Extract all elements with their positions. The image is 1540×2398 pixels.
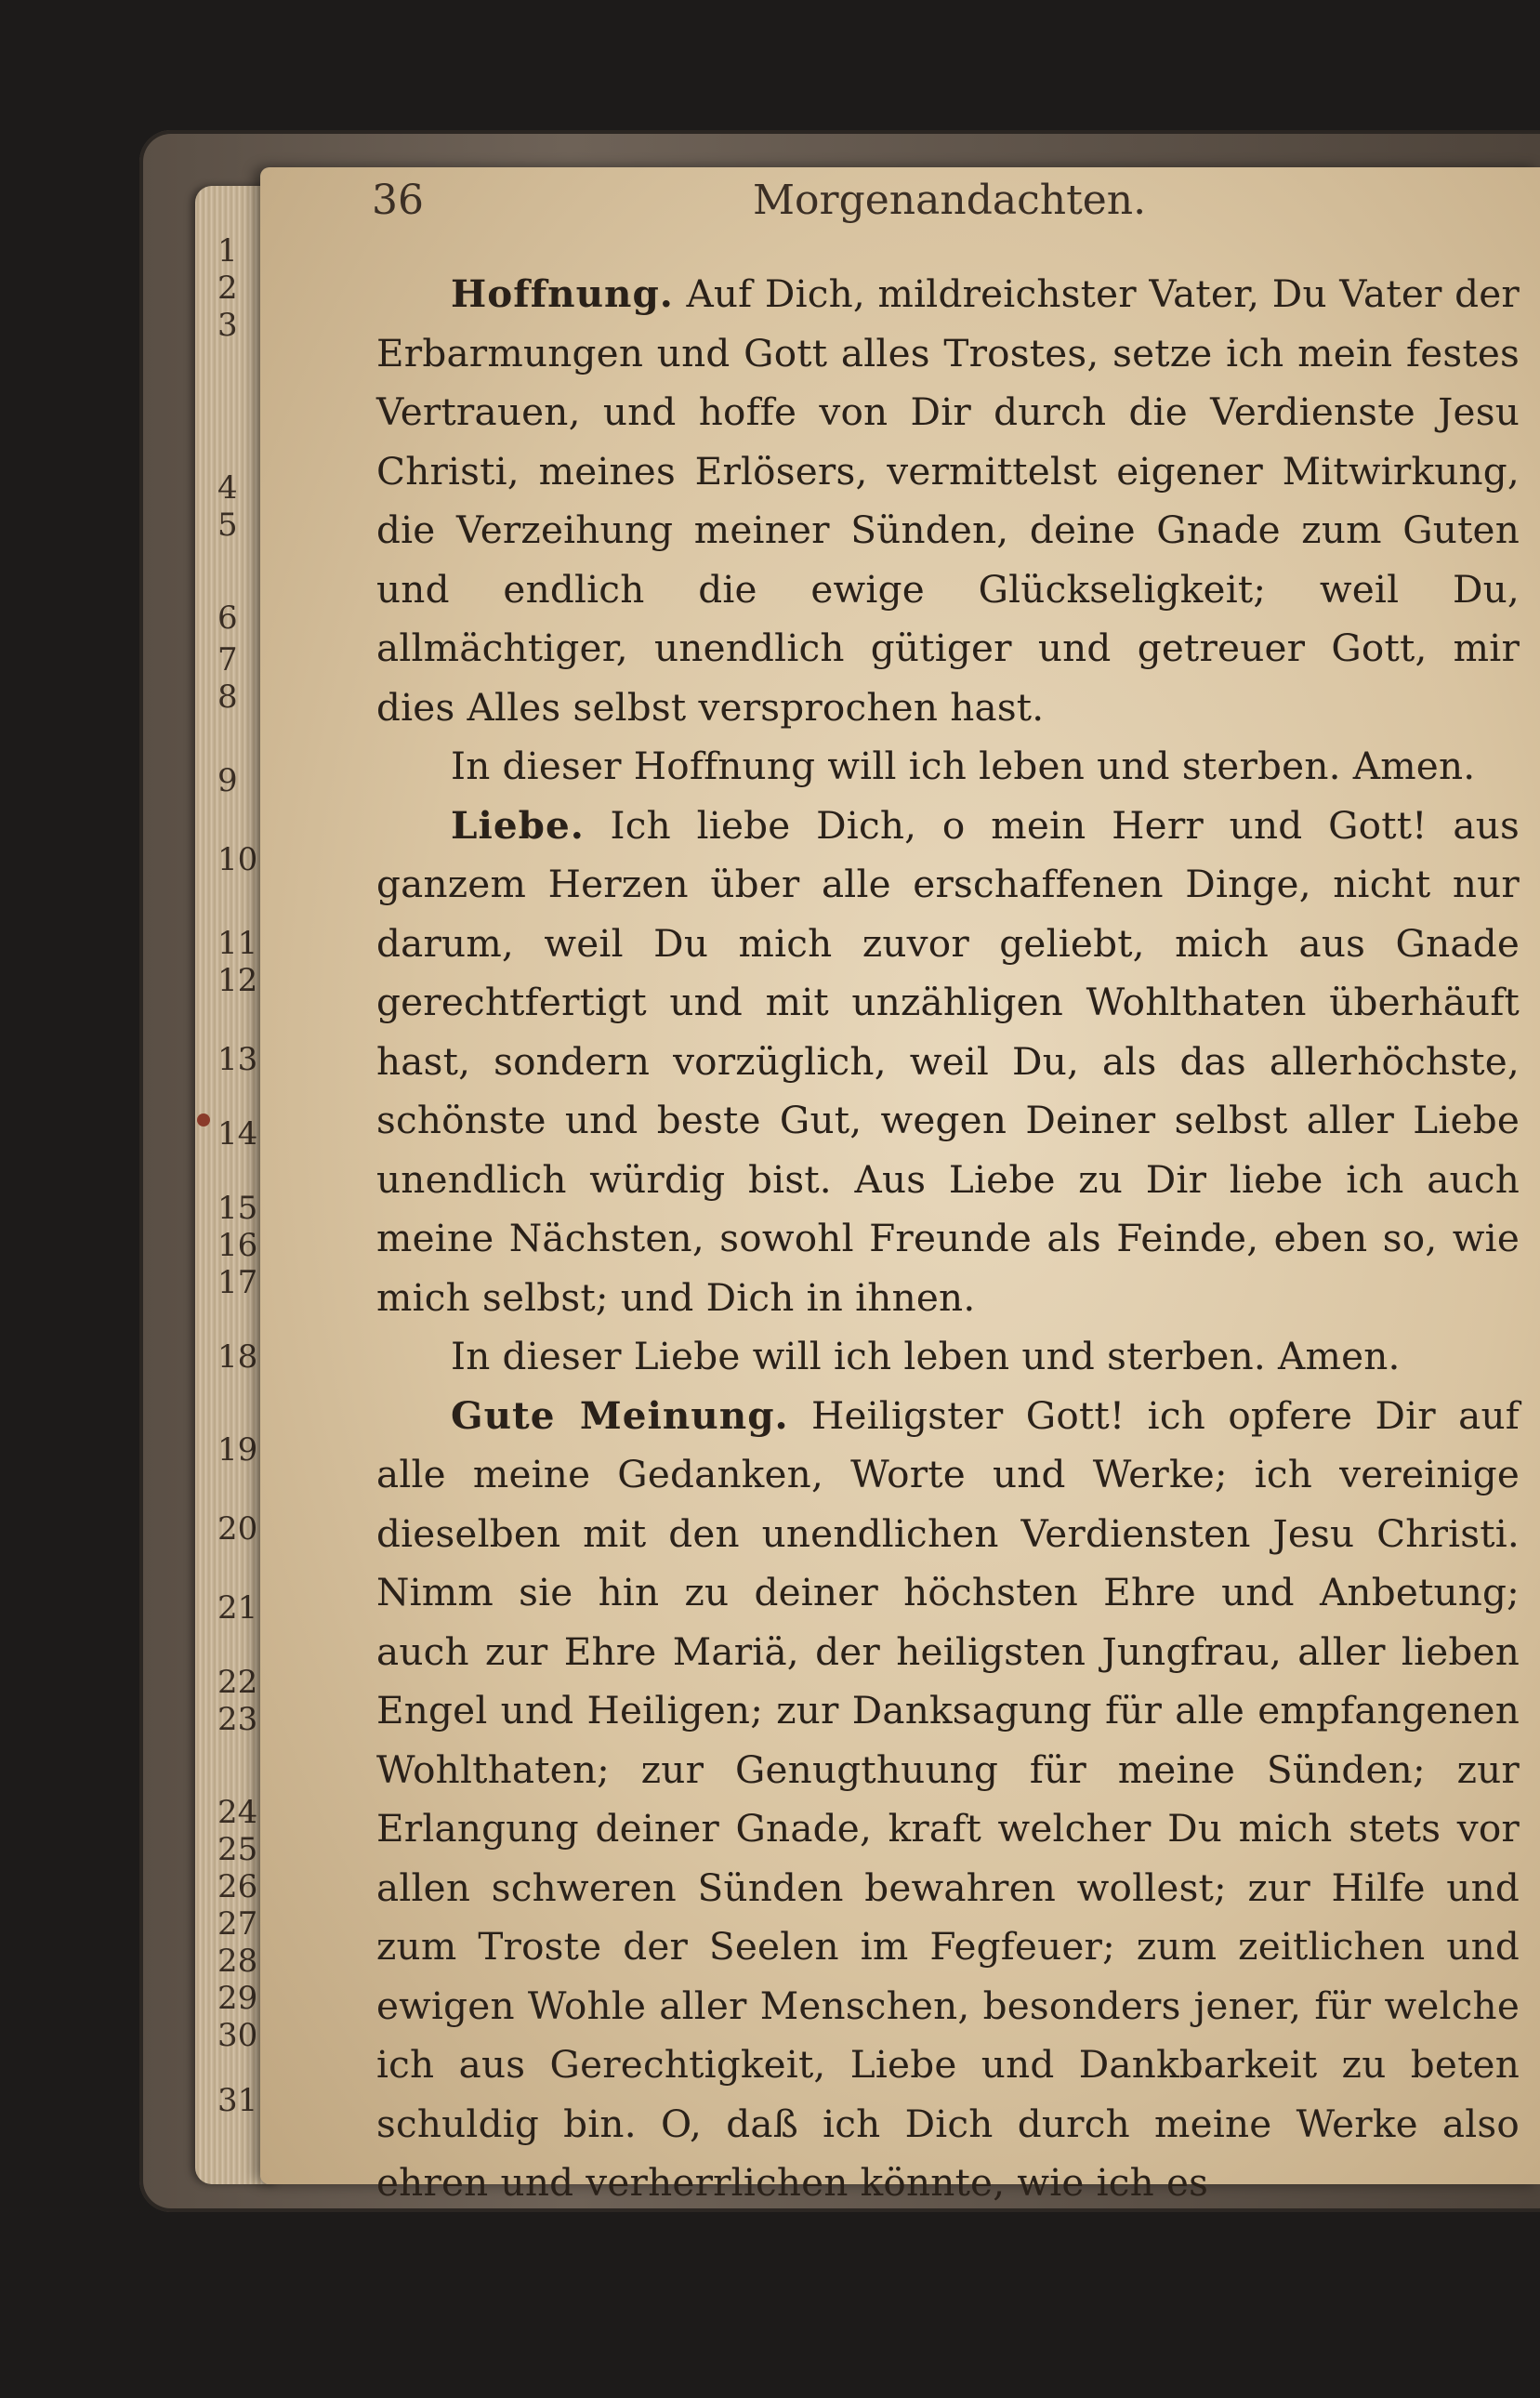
thumb-index-number: 18 (217, 1338, 258, 1376)
book-page (260, 167, 1540, 2205)
thumb-index-number: 22 (217, 1664, 258, 1701)
thumb-index-number: 24 (217, 1794, 258, 1831)
thumb-index-number: 3 (217, 307, 238, 344)
thumb-index-number: 13 (217, 1041, 258, 1078)
thumb-index-number: 2 (217, 270, 238, 307)
thumb-index-number: 16 (217, 1227, 258, 1264)
paragraph-heading: Gute Meinung. (451, 1392, 789, 1438)
paragraph-text: Heiligster Gott! ich opfere Dir auf alle meine Gedanken, Worte und Werke; ich vereinige dieselben mit den unendlichen Verdiensten Jesu Christi. Nimm sie hin zu deiner höchsten Ehre und Anbetung; auch zur Ehre Mariä, der heiligsten Jungfrau, aller lieben Engel und Heiligen; zur Danksagung für alle empfangenen Wohlthaten; zur Genugthuung für meine Sünden; zur Erlangung deiner Gnade, kraft welcher Du mich stets vor allen schweren Sünden bewahren wollest; zur Hilfe und zum Troste der Seelen im Fegfeuer; zum zeitlichen und ewigen Wohle aller Menschen, besonders jener, für welche ich aus Gerechtigkeit, Liebe und Dankbarkeit zu beten schuldig bin. O, daß ich Dich durch meine Werke also ehren und verherrlichen könnte, wie ich es (376, 1392, 1520, 2205)
thumb-index-number: 4 (217, 469, 238, 507)
thumb-index-number: 27 (217, 1905, 258, 1943)
body-text (376, 265, 1520, 2213)
thumb-index-number: 5 (217, 507, 238, 544)
thumb-index-number: 30 (217, 2017, 258, 2054)
thumb-index-number: 17 (217, 1264, 258, 1301)
page-number: 36 (372, 177, 424, 224)
thumb-index-number: 12 (217, 962, 258, 999)
paragraph-gute-meinung (376, 1387, 1520, 2213)
paragraph-hoffnung-closing (376, 737, 1520, 797)
paragraph-text: Auf Dich, mildreichster Vater, Du Vater der Erbarmungen und Gott alles Trostes, setze ich mein festes Vertrauen, und hoffe von Dir durch die Verdienste Jesu Christi, meines Erlösers, vermittelst eigener Mitwirkung, die Verzeihung meiner Sünden, deine Gnade zum Guten und endlich die ewige Glückseligkeit; weil Du, allmächtiger, unendlich gütiger und getreuer Gott, mir dies Alles selbst versprochen hast. (376, 271, 1520, 730)
thumb-index-number: 10 (217, 841, 258, 878)
thumb-index-number: 15 (217, 1190, 258, 1227)
paragraph-liebe-closing (376, 1327, 1520, 1387)
paragraph-liebe (376, 797, 1520, 1328)
paragraph-heading: Hoffnung. (451, 271, 674, 316)
thumb-index-number: 19 (217, 1431, 258, 1469)
thumb-index-number: 26 (217, 1868, 258, 1905)
paragraph-text: In dieser Hoffnung will ich leben und sterben. Amen. (451, 744, 1476, 788)
thumb-index-number: 21 (217, 1589, 258, 1627)
thumb-index-number: 6 (217, 600, 238, 637)
running-head (372, 177, 1487, 232)
thumb-index-number: 25 (217, 1831, 258, 1868)
running-head-title: Morgenandachten. (753, 177, 1147, 224)
thumb-index-number: 11 (217, 925, 258, 962)
thumb-index-number: 31 (217, 2082, 258, 2119)
paragraph-text: In dieser Liebe will ich leben und sterben. Amen. (451, 1334, 1401, 1378)
thumb-index-number: 23 (217, 1701, 258, 1738)
paragraph-heading: Liebe. (451, 802, 585, 848)
red-marker-dot (197, 1113, 210, 1127)
thumb-index-number: 1 (217, 232, 238, 270)
thumb-index-number: 9 (217, 762, 238, 799)
thumb-index-number: 29 (217, 1980, 258, 2017)
paragraph-hoffnung (376, 265, 1520, 737)
thumb-index-number: 8 (217, 679, 238, 716)
thumb-index-number: 20 (217, 1510, 258, 1548)
paragraph-text: Ich liebe Dich, o mein Herr und Gott! aus ganzem Herzen über alle erschaffenen Dinge, nicht nur darum, weil Du mich zuvor geliebt, mich aus Gnade gerechtfertigt und mit unzähligen Wohlthaten überhäuft hast, sondern vorzüglich, weil Du, als das allerhöchste, schönste und beste Gut, wegen Deiner selbst aller Liebe unendlich würdig bist. Aus Liebe zu Dir liebe ich auch meine Nächsten, sowohl Freunde als Feinde, eben so, wie mich selbst; und Dich in ihnen. (376, 802, 1520, 1320)
thumb-index-number: 14 (217, 1115, 258, 1153)
thumb-index-number: 28 (217, 1943, 258, 1980)
thumb-index-number: 7 (217, 641, 238, 679)
